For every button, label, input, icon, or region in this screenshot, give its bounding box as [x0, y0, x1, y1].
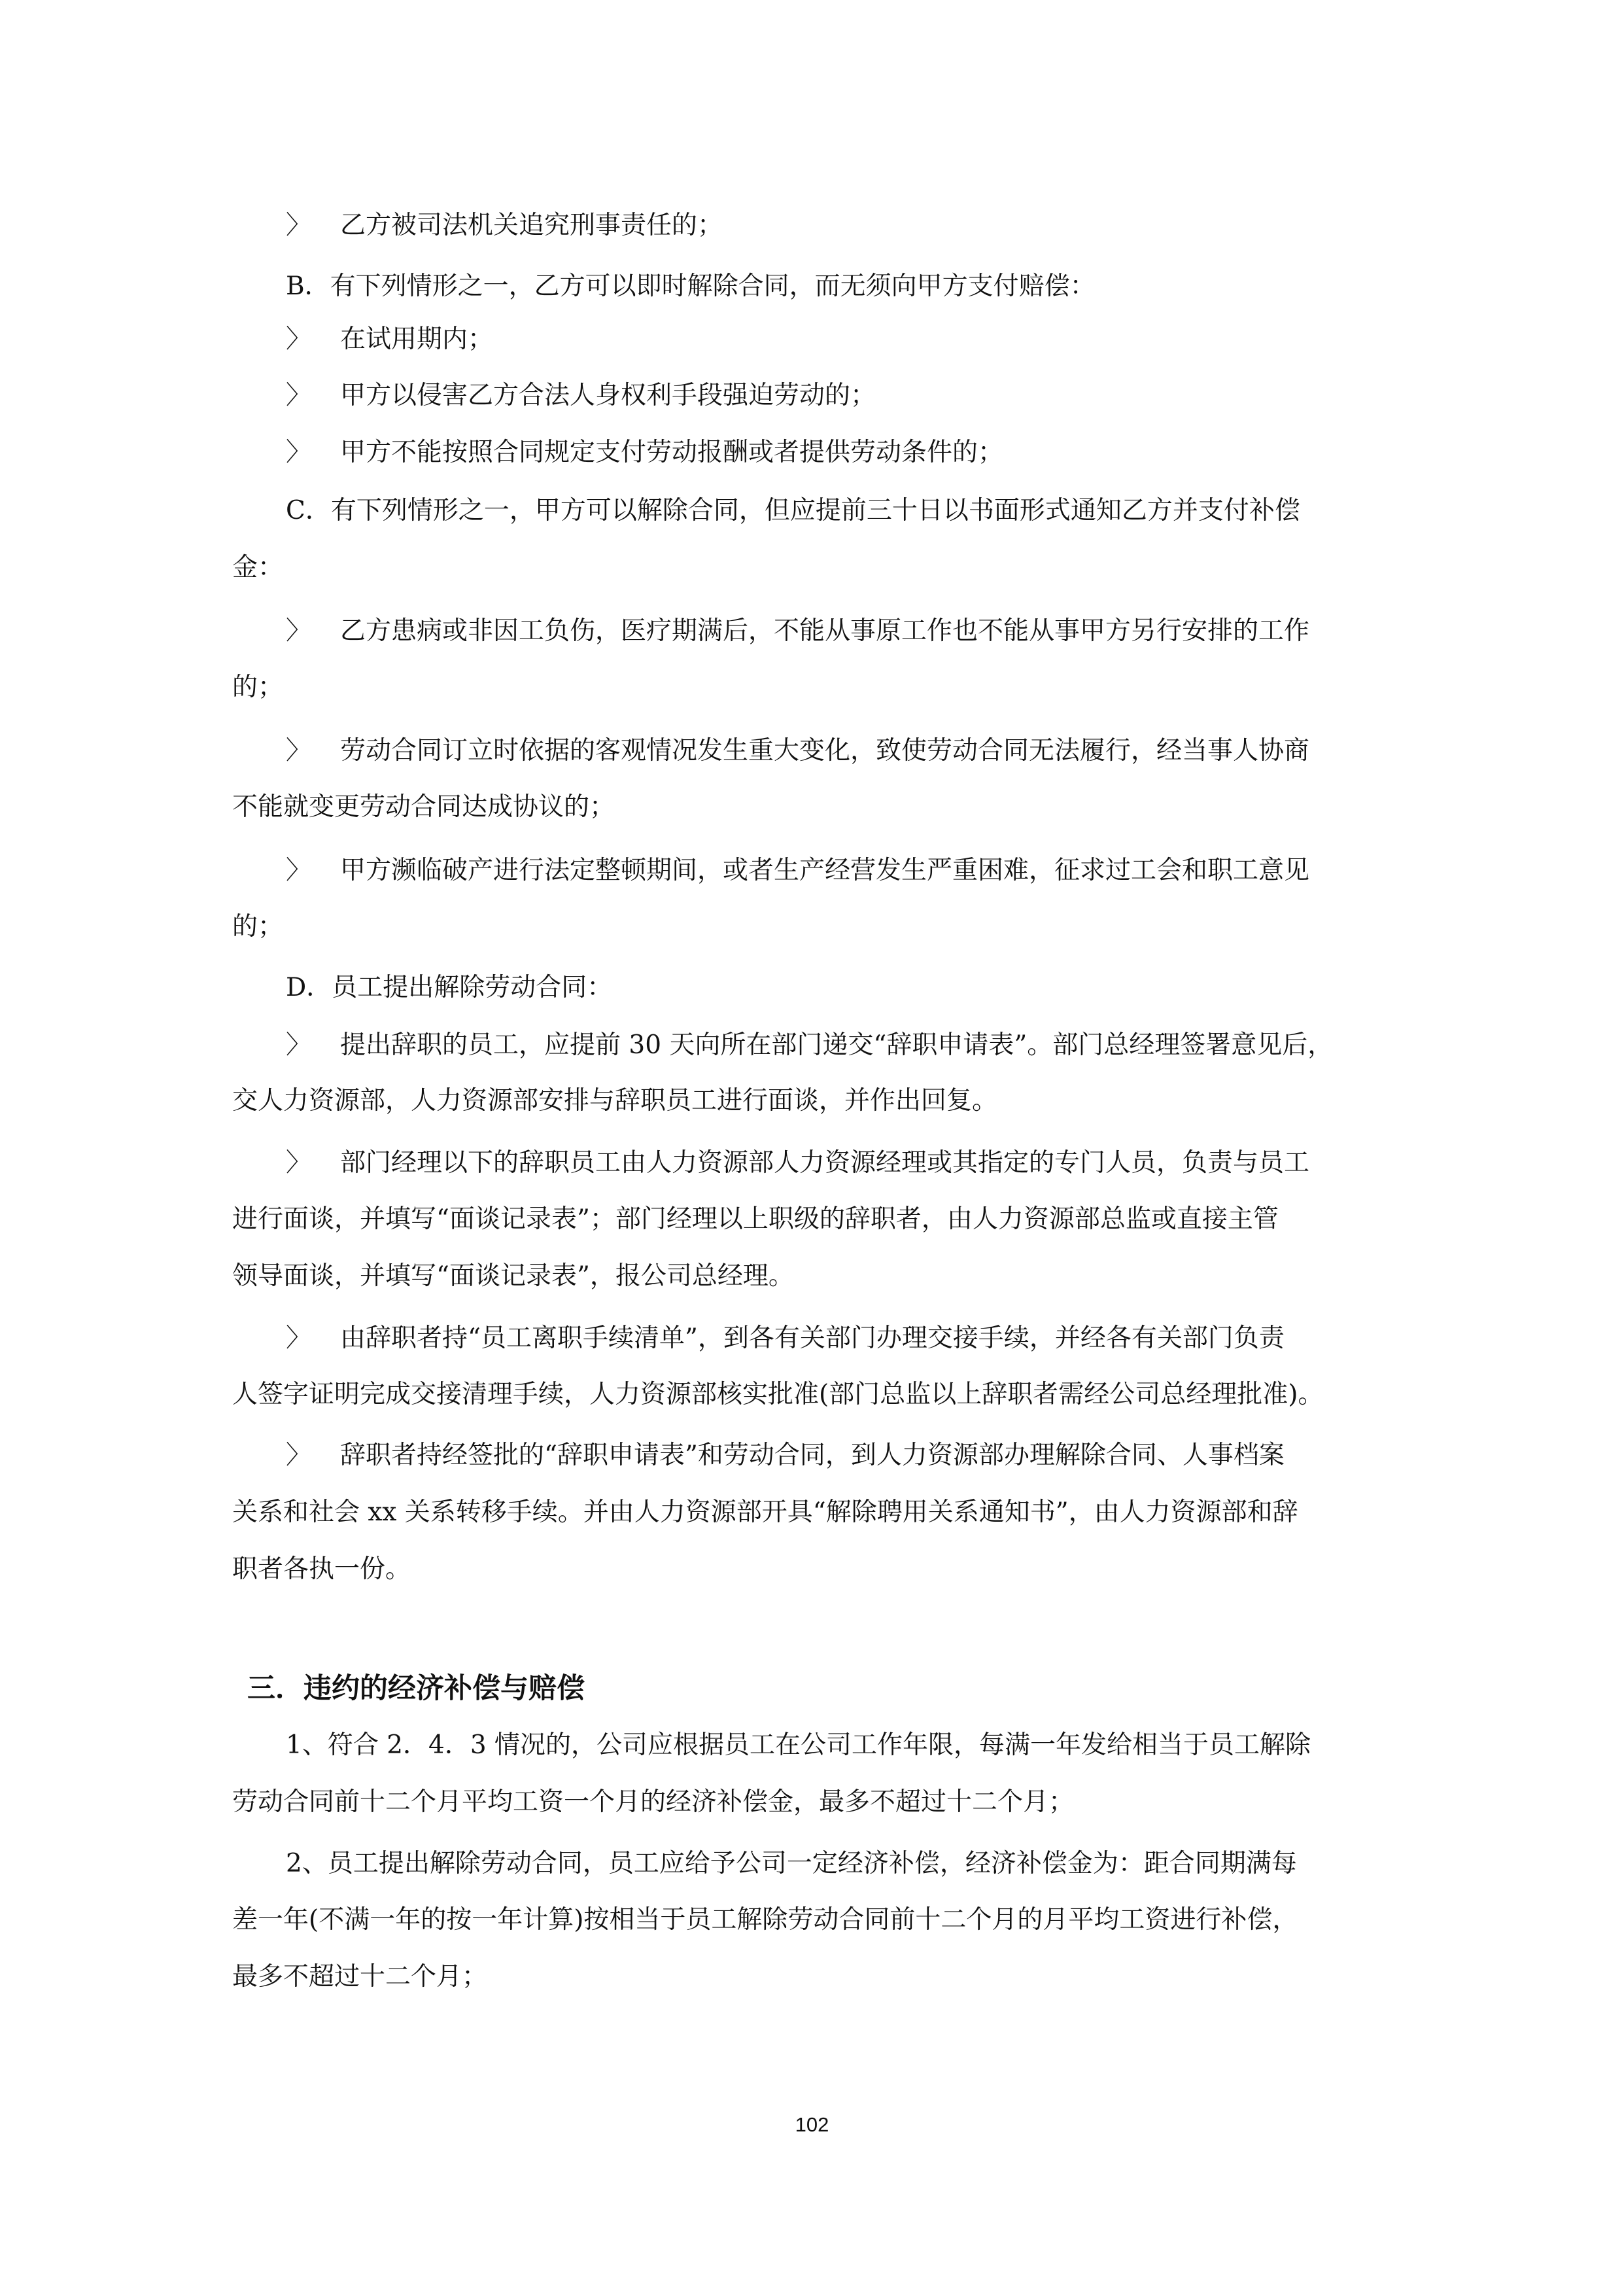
- bullet-marker: 〉: [286, 381, 312, 410]
- text-line: 交人力资源部，人力资源部安排与辞职员工进行面谈，并作出回复。: [232, 1086, 998, 1115]
- text-line: 甲方以侵害乙方合法人身权利手段强迫劳动的；: [340, 381, 876, 410]
- text-line: 1、符合 2．4．3 情况的，公司应根据员工在公司工作年限，每满一年发给相当于员工解除: [286, 1730, 1311, 1760]
- text-line: 最多不超过十二个月；: [232, 1962, 488, 1991]
- text-line: 甲方不能按照合同规定支付劳动报酬或者提供劳动条件的；: [340, 438, 1004, 467]
- bullet-marker: 〉: [286, 1148, 312, 1178]
- bullet-marker: 〉: [286, 324, 312, 354]
- text-line: 劳动合同订立时依据的客观情况发生重大变化，致使劳动合同无法履行，经当事人协商: [340, 736, 1310, 765]
- bullet-marker: 〉: [286, 438, 312, 467]
- text-line: 进行面谈，并填写“面谈记录表”；部门经理以上职级的辞职者，由人力资源部总监或直接主管: [232, 1204, 1279, 1234]
- clause-d-heading: D．员工提出解除劳动合同：: [286, 973, 613, 1002]
- clause-c-heading: C．有下列情形之一，甲方可以解除合同，但应提前三十日以书面形式通知乙方并支付补偿: [286, 496, 1300, 525]
- text-line: 部门经理以下的辞职员工由人力资源部人力资源经理或其指定的专门人员，负责与员工: [340, 1148, 1310, 1178]
- bullet-marker: 〉: [286, 1323, 312, 1353]
- bullet-marker: 〉: [286, 1030, 312, 1060]
- text-line: 差一年(不满一年的按一年计算)按相当于员工解除劳动合同前十二个月的月平均工资进行补偿，: [232, 1905, 1298, 1935]
- clause-b-heading: B．有下列情形之一，乙方可以即时解除合同，而无须向甲方支付赔偿：: [286, 272, 1096, 301]
- text-line: 乙方被司法机关追究刑事责任的；: [340, 211, 723, 240]
- text-line: 劳动合同前十二个月平均工资一个月的经济补偿金，最多不超过十二个月；: [232, 1787, 1075, 1817]
- bullet-marker: 〉: [286, 736, 312, 765]
- text-line: 甲方濒临破产进行法定整顿期间，或者生产经营发生严重困难，征求过工会和职工意见: [340, 856, 1310, 885]
- text-line: 由辞职者持“员工离职手续清单”，到各有关部门办理交接手续，并经各有关部门负责: [340, 1323, 1285, 1353]
- text-line: 提出辞职的员工，应提前 30 天向所在部门递交“辞职申请表”。部门总经理签署意见后，: [340, 1030, 1334, 1060]
- bullet-marker: 〉: [286, 616, 312, 646]
- text-line: 不能就变更劳动合同达成协议的；: [232, 792, 615, 822]
- text-line: 领导面谈，并填写“面谈记录表”，报公司总经理。: [232, 1261, 794, 1291]
- text-line: 的；: [232, 673, 284, 702]
- text-line: 金：: [232, 553, 284, 582]
- bullet-marker: 〉: [286, 1441, 312, 1470]
- page-number: 102: [795, 2113, 829, 2136]
- text-line: 2、员工提出解除劳动合同，员工应给予公司一定经济补偿，经济补偿金为：距合同期满每: [286, 1849, 1297, 1878]
- text-line: 辞职者持经签批的“辞职申请表”和劳动合同，到人力资源部办理解除合同、人事档案: [340, 1441, 1285, 1470]
- section-heading: 三．违约的经济补偿与赔偿: [247, 1672, 585, 1705]
- bullet-marker: 〉: [286, 211, 312, 240]
- text-line: 关系和社会 xx 关系转移手续。并由人力资源部开具“解除聘用关系通知书”，由人力资源部和辞: [232, 1498, 1298, 1527]
- text-line: 职者各执一份。: [232, 1554, 411, 1584]
- text-line: 乙方患病或非因工负伤，医疗期满后，不能从事原工作也不能从事甲方另行安排的工作: [340, 616, 1310, 646]
- text-line: 的；: [232, 912, 284, 941]
- text-line: 人签字证明完成交接清理手续，人力资源部核实批准(部门总监以上辞职者需经公司总经理批准)。: [232, 1380, 1324, 1409]
- text-line: 在试用期内；: [340, 324, 494, 354]
- bullet-marker: 〉: [286, 856, 312, 885]
